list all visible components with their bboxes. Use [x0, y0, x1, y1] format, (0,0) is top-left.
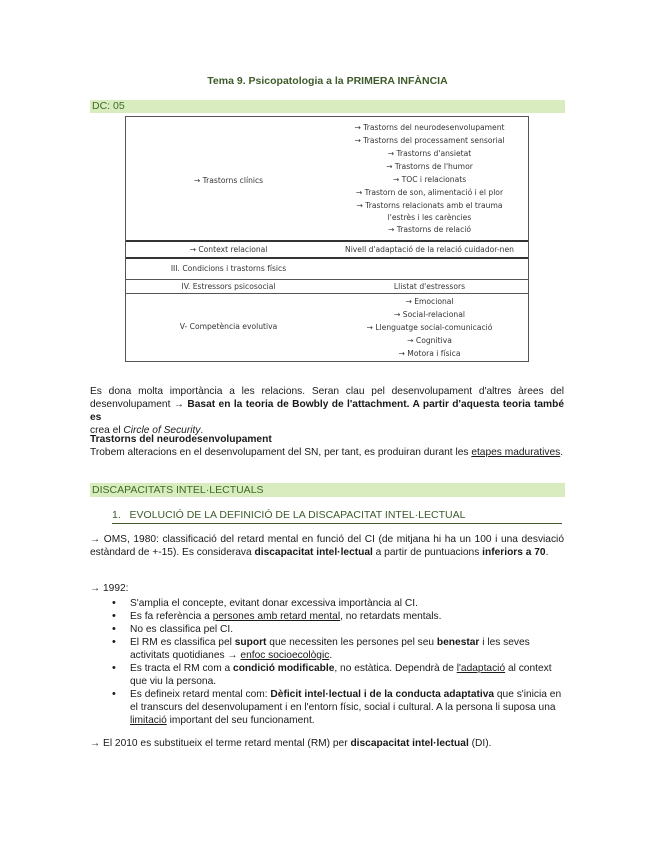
bullet-text: Es fa referència a	[130, 611, 213, 622]
punctuation: .	[329, 650, 333, 661]
bullet-list	[110, 597, 565, 727]
figure-row5-right-item: → Cognitiva	[407, 336, 452, 345]
figure-row1-right-item: l'estrès i les carències	[387, 213, 472, 222]
etapes-maduratives: etapes maduratives	[471, 447, 561, 458]
bullet-text: que s'inicia en el transcurs del desenvolupament i en l'entorn físic, social i cultural. A la persona li suposa una	[130, 689, 562, 713]
figure-divider	[126, 293, 528, 294]
bullet-text: , no estàtica. Dependrà de	[334, 663, 457, 674]
bullet-bold: condició modificable	[233, 663, 335, 674]
bullet-text: No es classifica pel CI.	[130, 624, 234, 635]
bullet-text: S'amplia el concepte, evitant donar excessiva importància al CI.	[130, 598, 418, 609]
oms-text: a partir de puntuacions	[372, 547, 483, 558]
list-item	[110, 623, 565, 636]
bullet-bold: suport	[234, 637, 267, 648]
figure-row4-right: Llistat d'estressors	[393, 282, 466, 291]
section-band: DISCAPACITATS INTEL·LECTUALS	[90, 483, 565, 497]
document-title: Tema 9. Psicopatologia a la PRIMERA INFÀNCIA	[207, 75, 448, 87]
neuro-text: Trobem alteracions en el desenvolupament del SN, per tant, es produiran durant les	[90, 447, 472, 458]
bullet-underlined: limitació	[130, 715, 167, 726]
figure-row3-left: III. Condicions i trastorns físics	[170, 264, 287, 273]
classification-figure	[125, 116, 529, 362]
figure-row5-left: V- Competència evolutiva	[179, 322, 278, 331]
y2010-bold: discapacitat intel·lectual	[350, 738, 469, 749]
subsection-heading	[112, 509, 562, 524]
bullet-text: El RM es classifica pel	[130, 637, 235, 648]
punctuation: .	[560, 447, 564, 458]
list-item	[110, 610, 565, 623]
figure-row1-right-item: → TOC i relacionats	[392, 175, 467, 184]
list-item	[110, 662, 565, 688]
figure-row1-right-item: → Trastorn de son, alimentació i el plor	[355, 188, 504, 197]
figure-divider	[126, 279, 528, 280]
bullet-text: , no retardats mentals.	[340, 611, 442, 622]
bullet-bold: benestar	[436, 637, 480, 648]
oms-paragraph	[90, 533, 564, 559]
figure-row2-left: → Context relacional	[189, 245, 268, 254]
figure-row1-right-item: → Trastorns del processament sensorial	[354, 136, 505, 145]
bullet-bold: Dèficit intel·lectual i de la conducta adaptativa	[270, 689, 495, 700]
figure-row2-right: Nivell d'adaptació de la relació cuidador-nen	[345, 245, 514, 254]
figure-row1-right-item: → Trastorns de relació	[387, 225, 472, 234]
bullet-text: Es tracta el RM com a	[130, 663, 234, 674]
list-item	[110, 597, 565, 610]
subsection-title: EVOLUCIÓ DE LA DEFINICIÓ DE LA DISCAPACITAT INTEL·LECTUAL	[129, 509, 466, 521]
neuro-block	[90, 433, 564, 459]
y2010-text: (DI).	[468, 738, 492, 749]
list-item	[110, 688, 565, 727]
bullet-text: important del seu funcionament.	[166, 715, 315, 726]
relations-paragraph	[90, 385, 564, 437]
punctuation: .	[200, 425, 204, 436]
figure-row4-left: IV. Estressors psicosocial	[181, 282, 276, 291]
list-item	[110, 636, 565, 662]
relations-text: Es dona molta importància a les relacions. Seran clau pel desenvolupament d'altres àrees del desenvolupament →	[90, 386, 564, 410]
figure-row5-right-item: → Emocional	[405, 297, 454, 306]
figure-row5-right-item: → Llenguatge social-comunicació	[366, 323, 493, 332]
figure-row1-left: → Trastorns clínics	[193, 176, 264, 185]
oms-bold: inferiors a 70	[482, 547, 546, 558]
punctuation: .	[545, 547, 549, 558]
circle-of-security: Circle of Security	[123, 425, 201, 436]
oms-bold: discapacitat intel·lectual	[254, 547, 373, 558]
figure-divider	[126, 257, 528, 259]
figure-row5-right-item: → Motora i física	[398, 349, 461, 358]
dc-label: DC: 05	[90, 100, 565, 113]
bullet-underlined: l'adaptació	[456, 663, 506, 674]
bullet-text: Es defineix retard mental com:	[130, 689, 271, 700]
relations-text: crea el	[90, 425, 124, 436]
bullet-underlined: persones amb retard mental	[212, 611, 341, 622]
year-1992: → 1992:	[90, 583, 129, 594]
bullet-text: que necessiten les persones pel seu	[266, 637, 437, 648]
oms-text: → OMS, 1980: classificació del retard mental en funció del CI (de mitjana hi ha un 100 i una desviació estàndard de +-15). Es considerava	[90, 534, 564, 558]
figure-row5-right-item: → Social-relacional	[394, 310, 465, 319]
bullet-text: al context que viu la persona.	[130, 663, 552, 687]
figure-row1-right-item: → Trastorns d'ansietat	[387, 149, 472, 158]
y2010-text: → El 2010 es substitueix el terme retard mental (RM) per	[90, 738, 351, 749]
bullet-text: i les seves activitats quotidianes →	[130, 637, 530, 661]
subsection-number: 1.	[112, 509, 121, 521]
relations-text-bold: Basat en la teoria de Bowbly de l'attachment. A partir d'aquesta teoria també es	[90, 399, 564, 423]
year-2010-paragraph	[90, 737, 564, 750]
neuro-heading: Trastorns del neurodesenvolupament	[90, 434, 272, 445]
figure-row1-right-item: → Trastorns del neurodesenvolupament	[354, 123, 505, 132]
figure-row1-right-item: → Trastorns de l'humor	[386, 162, 473, 171]
figure-divider	[126, 240, 528, 242]
figure-row1-right-item: → Trastorns relacionats amb el trauma	[356, 201, 503, 210]
bullet-underlined: enfoc socioecològic	[240, 650, 330, 661]
